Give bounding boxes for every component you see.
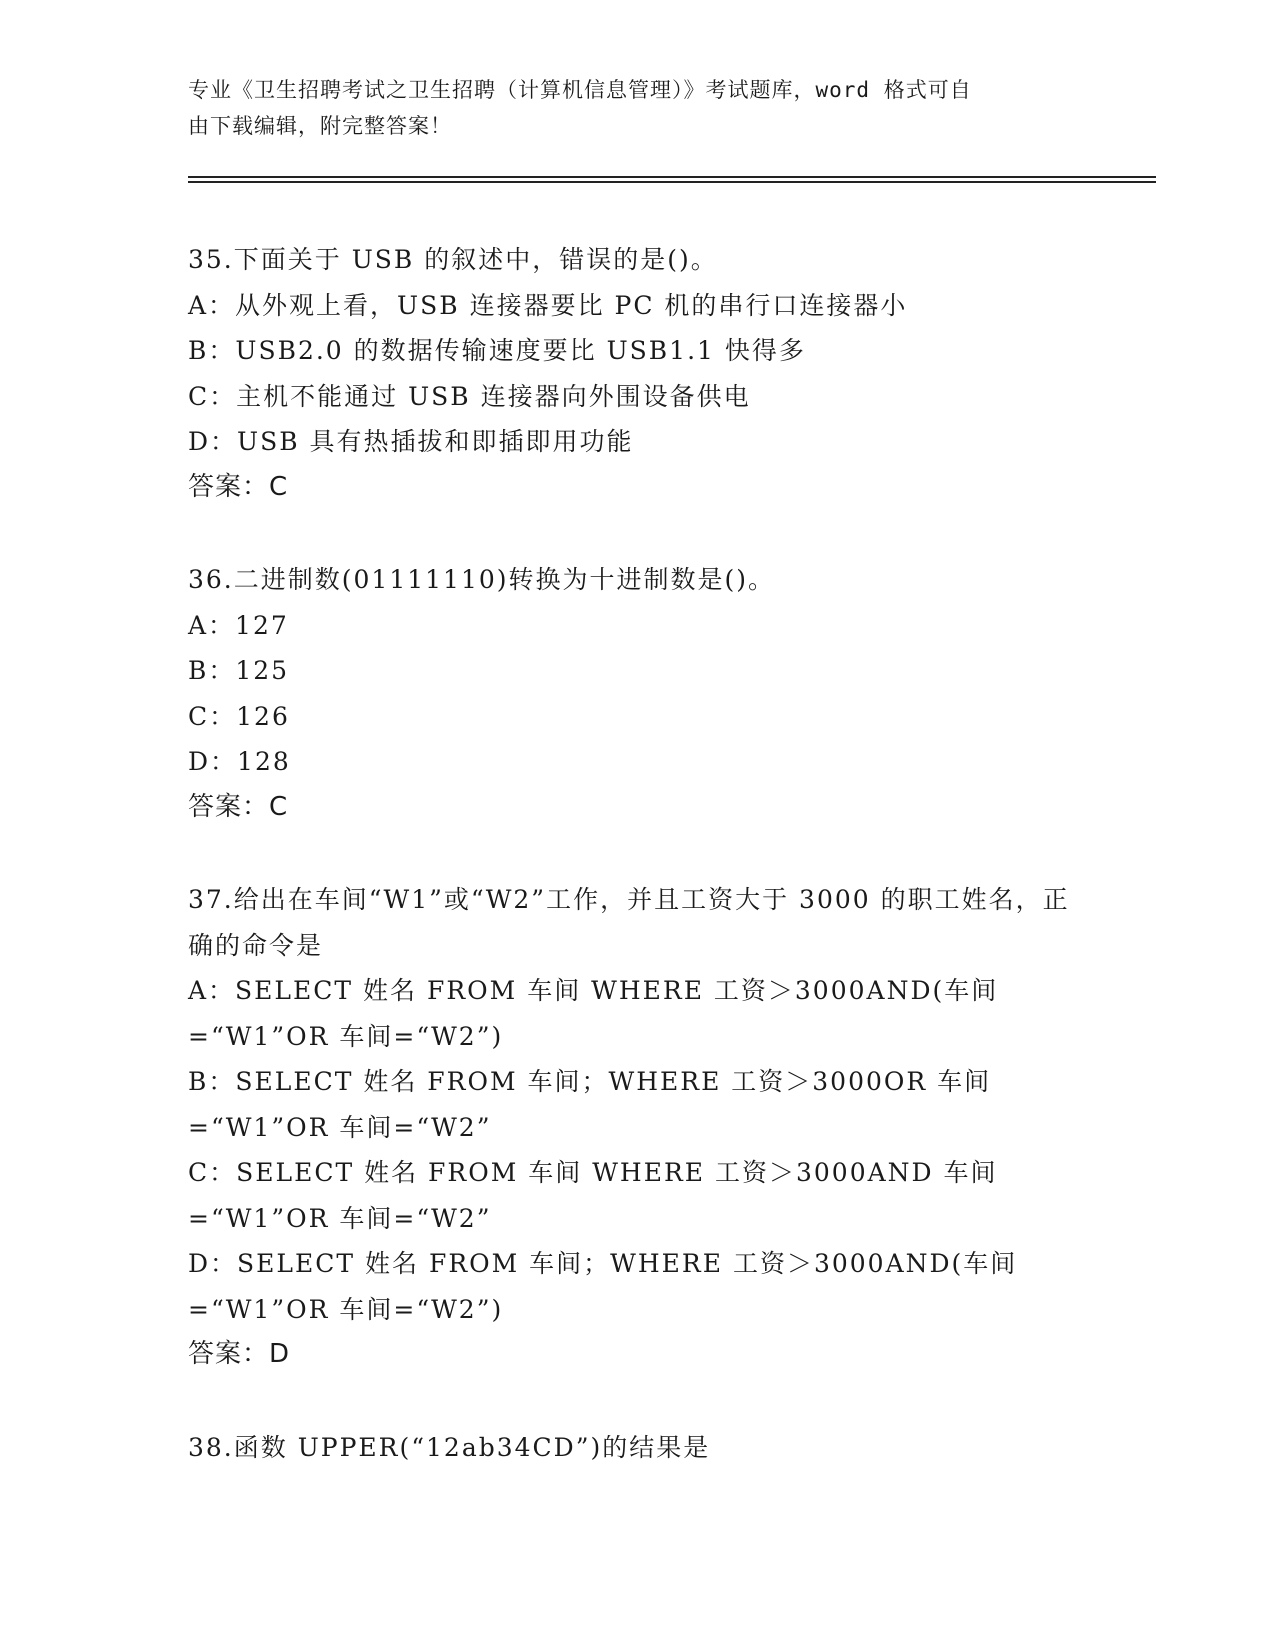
- option-b: B：125: [188, 656, 290, 685]
- header-divider-bottom: [188, 181, 1156, 183]
- option-b: B：SELECT 姓名 FROM 车间；WHERE 工资＞3000OR 车间=“W1”OR 车间=“W2”: [188, 1067, 992, 1142]
- answer-label: 答案：D: [188, 1339, 291, 1369]
- option-d: D：USB 具有热插拔和即插即用功能: [188, 427, 634, 456]
- header-line-1: 专业《卫生招聘考试之卫生招聘（计算机信息管理）》考试题库，word 格式可自: [188, 78, 972, 102]
- question-38: [188, 1425, 1088, 1471]
- header-divider-top: [188, 176, 1156, 178]
- option-c: C：主机不能通过 USB 连接器向外围设备供电: [188, 381, 751, 411]
- option-a: A：127: [188, 610, 289, 640]
- question-stem: 38.函数 UPPER(“12ab34CD”)的结果是: [188, 1432, 711, 1462]
- question-37: [188, 877, 1088, 1378]
- option-b: B：USB2.0 的数据传输速度要比 USB1.1 快得多: [188, 336, 806, 365]
- option-d: D：128: [188, 747, 291, 776]
- question-stem: 36.二进制数(01111110)转换为十进制数是()。: [188, 565, 776, 594]
- question-stem: 35.下面关于 USB 的叙述中，错误的是()。: [188, 245, 718, 274]
- option-c: C：126: [188, 701, 290, 731]
- option-a: A：从外观上看，USB 连接器要比 PC 机的串行口连接器小: [188, 290, 908, 320]
- header-line-2: 由下载编辑，附完整答案！: [188, 114, 452, 138]
- question-list: [188, 237, 1088, 1517]
- question-36: [188, 557, 1088, 830]
- document-header: [188, 72, 1068, 144]
- option-a: A：SELECT 姓名 FROM 车间 WHERE 工资＞3000AND(车间=“W1”OR 车间=“W2”): [188, 976, 999, 1051]
- question-stem: 37.给出在车间“W1”或“W2”工作，并且工资大于 3000 的职工姓名，正确的命令是: [188, 885, 1070, 960]
- option-d: D：SELECT 姓名 FROM 车间；WHERE 工资＞3000AND(车间=“W1”OR 车间=“W2”): [188, 1249, 1018, 1324]
- answer-label: 答案：C: [188, 791, 289, 822]
- question-35: [188, 237, 1088, 510]
- answer-label: 答案：C: [188, 471, 289, 502]
- option-c: C：SELECT 姓名 FROM 车间 WHERE 工资＞3000AND 车间=“W1”OR 车间=“W2”: [188, 1158, 998, 1233]
